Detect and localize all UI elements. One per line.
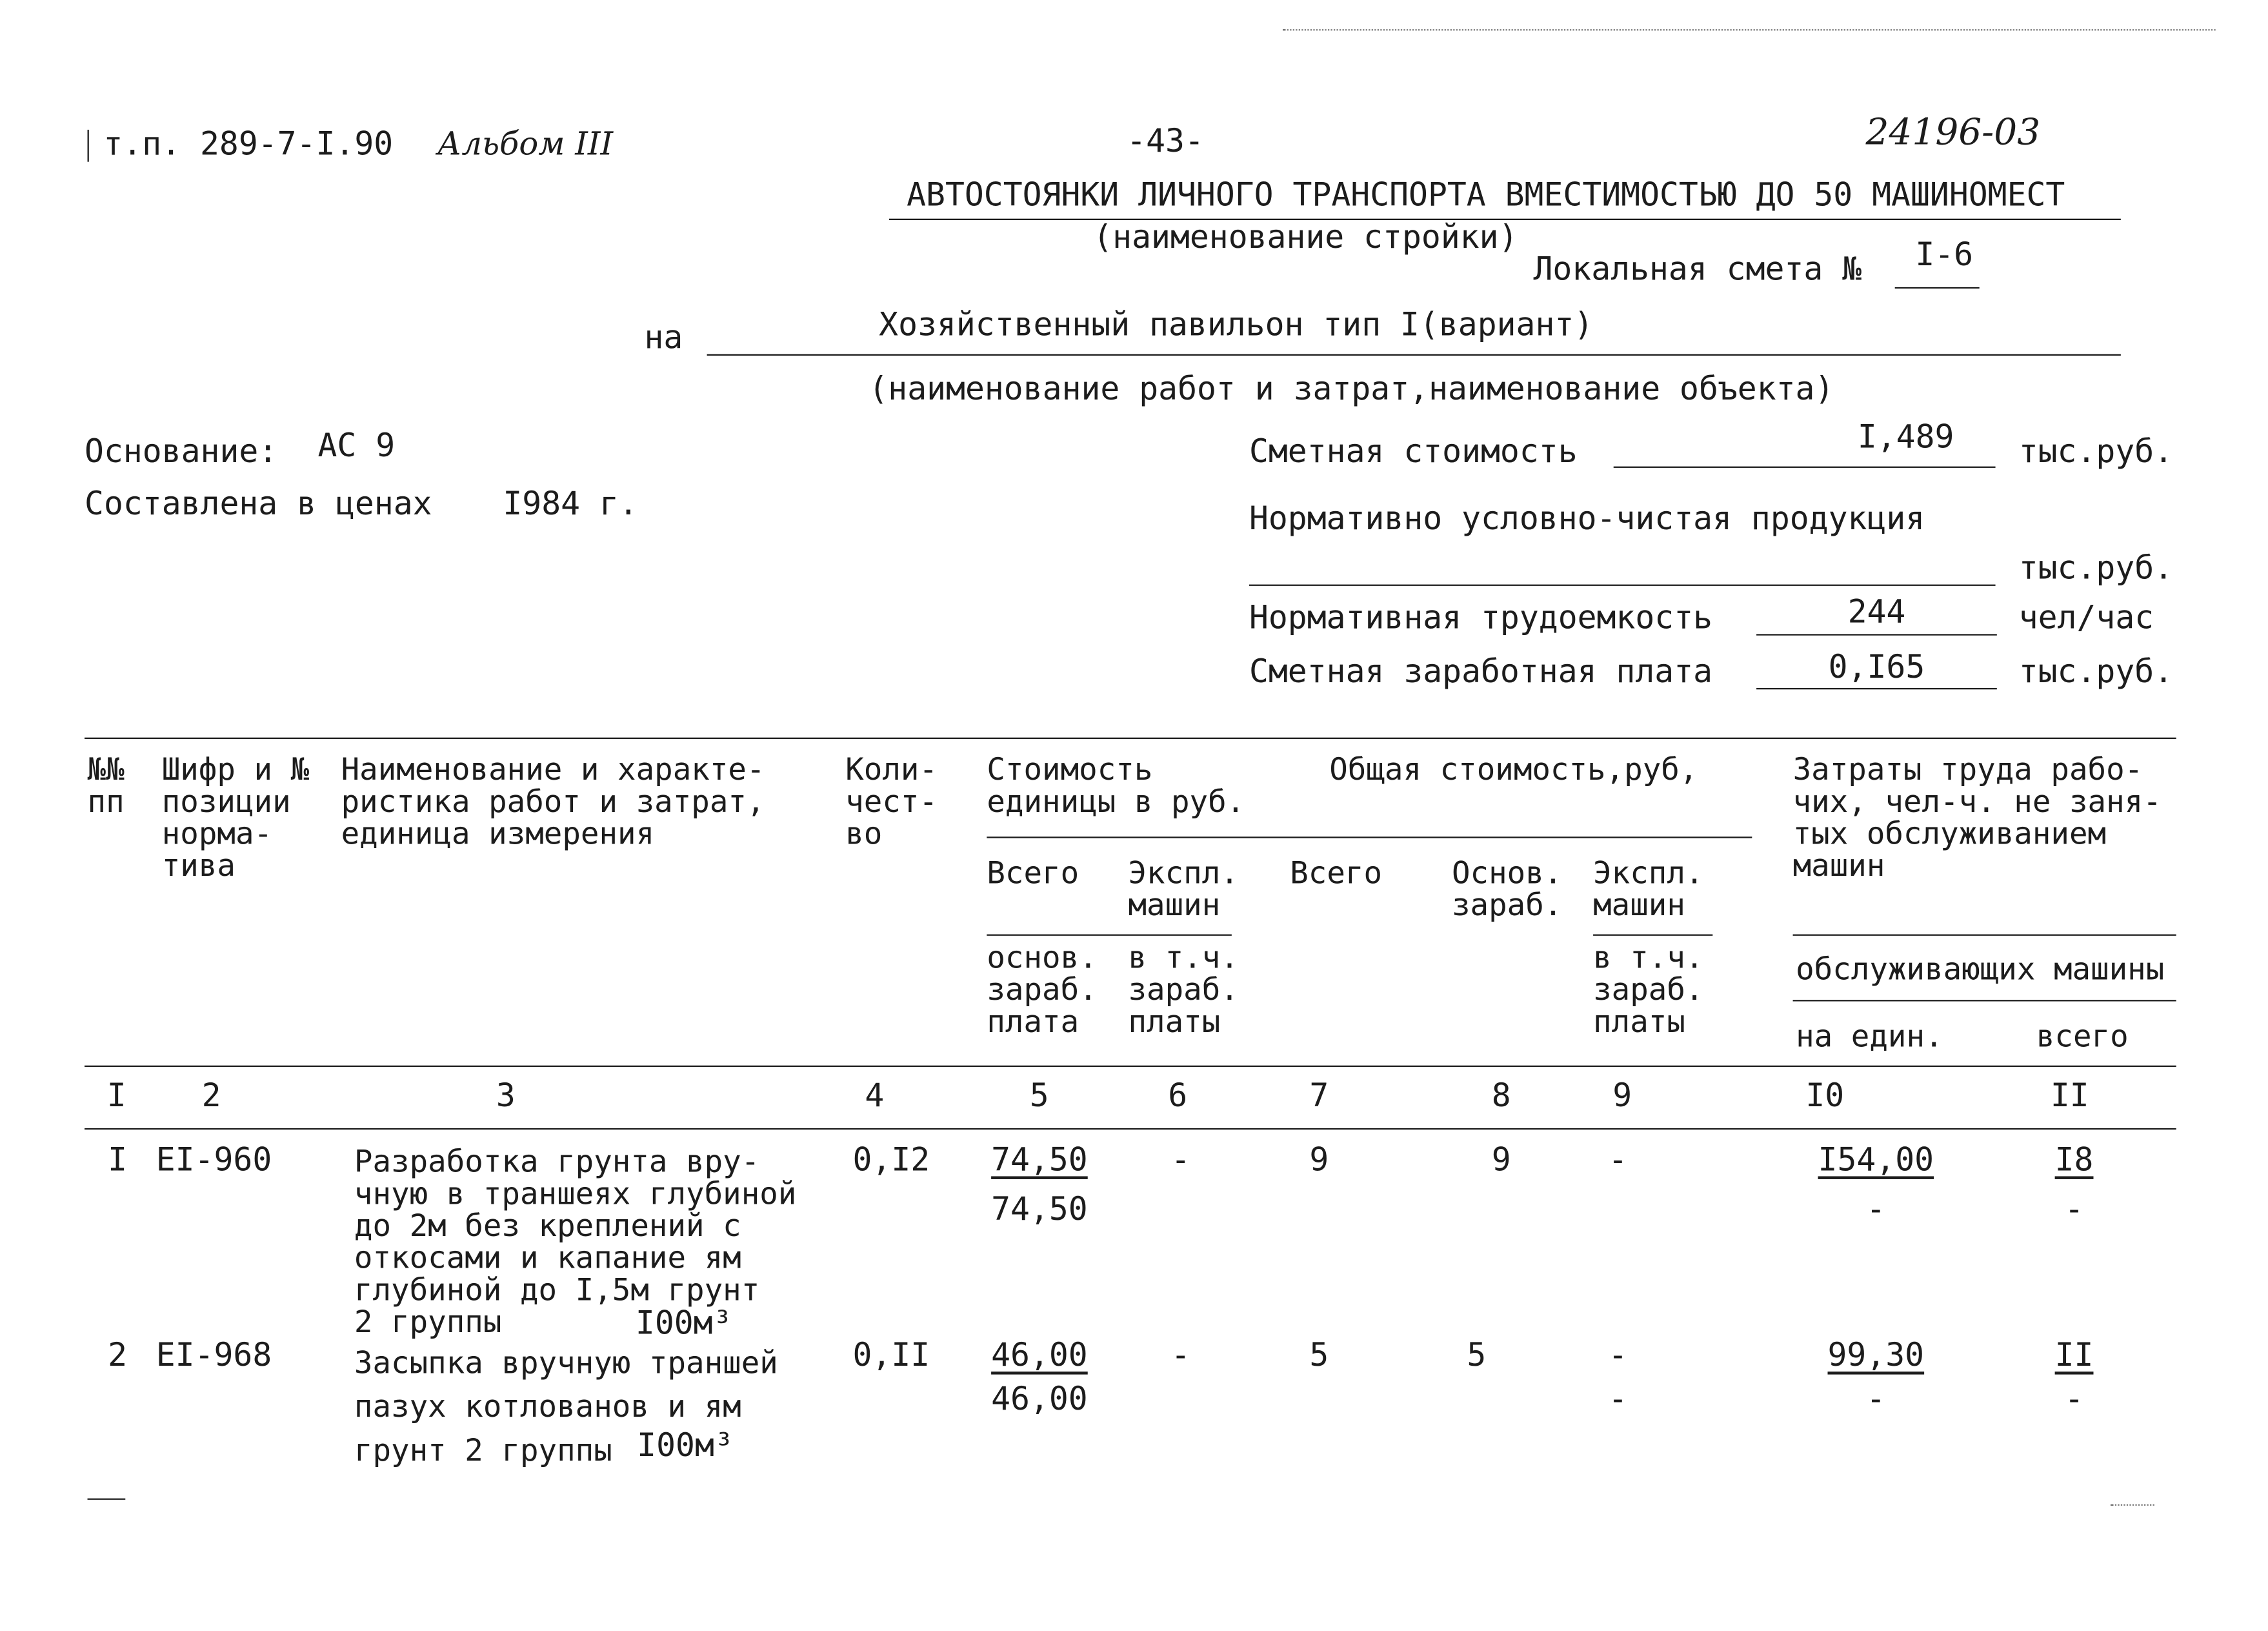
net-production-underline (1249, 585, 1996, 586)
row-unit-mach: - (1170, 1142, 1190, 1179)
continuation-mark (88, 1499, 126, 1500)
cost-label: Сметная стоимость (1249, 434, 1578, 471)
prices-label: Составлена в ценах (85, 487, 432, 523)
row-tot-total: 9 (1309, 1142, 1329, 1179)
row-labor-all-mach: - (2064, 1381, 2084, 1419)
row-labor-unit: I54,00 (1818, 1142, 1934, 1179)
document-code: 24196-03 (1865, 110, 2041, 154)
cost-value: I,489 (1857, 420, 1954, 456)
on-label: на (644, 320, 683, 358)
prices-year: I984 г. (503, 487, 638, 523)
scan-artifact-top (1283, 29, 2216, 30)
row-code: EI-960 (156, 1142, 272, 1179)
row-name: Засыпка вручную траншей пазух котлованов и ям грунт 2 группы (354, 1345, 778, 1468)
col-header-code: Шифр и № позиции норма- тива (161, 752, 310, 884)
labor-mach-subrule (1793, 1000, 2176, 1001)
wage-label: Сметная заработная плата (1249, 654, 1713, 691)
series-label: т.п. 289-7-I.90 (88, 130, 394, 162)
wage-unit: тыс.руб. (2018, 654, 2174, 691)
estimate-number-underline (1895, 287, 1980, 289)
mach-subrule (1593, 935, 1712, 936)
row-tot-mach: - (1608, 1142, 1628, 1179)
unit-cost-subrule (987, 935, 1232, 936)
col-header-total-cost: Общая стоимость,руб, (1329, 752, 1698, 787)
wage-underline (1756, 688, 1997, 689)
col-header-unit-mach: Экспл. машин (1128, 855, 1239, 923)
col-numbers-rule (85, 1128, 2176, 1130)
cost-unit: тыс.руб. (2018, 434, 2174, 471)
col-header-labor: Затраты труда рабо- чих, чел-ч. не заня- тых обслуживанием машин (1792, 752, 2162, 884)
col-header-labor-mach: обслуживающих машины (1796, 951, 2165, 987)
row-labor-all: II (2054, 1338, 2094, 1375)
row-tot-total: 5 (1309, 1338, 1329, 1375)
scan-artifact-bottom (2111, 1504, 2154, 1506)
basis-label: Основание: (85, 434, 278, 471)
col-header-unit-mach-wage: в т.ч. зараб. платы (1128, 940, 1239, 1040)
row-qty: 0,II (852, 1338, 930, 1375)
col-header-tot-wage: Основ. зараб. (1451, 855, 1563, 923)
album-label: Альбом III (437, 127, 614, 163)
page-number: -43- (1127, 123, 1204, 161)
row-labor-unit-mach: - (1866, 1192, 1886, 1229)
row-tot-wage: 9 (1491, 1142, 1511, 1179)
row-unit-total: 74,50 (991, 1142, 1088, 1179)
col-number: 3 (496, 1079, 516, 1115)
row-unit: I00м³ (637, 1428, 734, 1465)
row-unit: I00м³ (635, 1306, 732, 1342)
header-bottom-rule (85, 1066, 2176, 1067)
col-number: I0 (1805, 1079, 1845, 1115)
labor-unit: чел/час (2018, 600, 2154, 637)
col-number: 8 (1491, 1079, 1511, 1115)
col-header-unit-wage: основ. зараб. плата (987, 940, 1098, 1040)
col-number: I (106, 1079, 126, 1115)
row-qty: 0,I2 (852, 1142, 930, 1179)
col-header-num: №№ пп (87, 752, 125, 820)
row-labor-unit: 99,30 (1827, 1338, 1925, 1375)
col-number: 4 (865, 1079, 885, 1115)
row-unit-wage: 46,00 (991, 1381, 1088, 1419)
project-title: АВТОСТОЯНКИ ЛИЧНОГО ТРАНСПОРТА ВМЕСТИМОСТЬЮ ДО 50 МАШИНОМЕСТ (907, 177, 2065, 214)
row-number: I (108, 1142, 128, 1179)
col-header-unit-cost: Стоимость единицы в руб. (987, 752, 1245, 820)
col-number: II (2050, 1079, 2089, 1115)
row-tot-mach-wage: - (1608, 1381, 1628, 1419)
col-number: 7 (1309, 1079, 1329, 1115)
col-header-qty: Коли- чест- во (845, 752, 938, 851)
estimate-label: Локальная смета № (1533, 252, 1862, 289)
object-name: Хозяйственный павильон тип I(вариант) (879, 307, 1594, 344)
col-number: 2 (201, 1079, 221, 1115)
object-caption: (наименование работ и затрат,наименование объекта) (868, 371, 1834, 409)
row-code: EI-968 (156, 1338, 272, 1375)
col-header-tot-mach: Экспл. машин (1593, 855, 1704, 923)
net-production-label: Нормативно условно-чистая продукция (1249, 501, 1925, 538)
row-labor-all-mach: - (2064, 1192, 2084, 1229)
cost-underline (1614, 467, 1996, 468)
row-unit-wage: 74,50 (991, 1192, 1088, 1229)
row-labor-unit-mach: - (1866, 1381, 1886, 1419)
col-header-name: Наименование и характе- ристика работ и затрат, единица измерения (341, 752, 765, 851)
estimate-number: I-6 (1915, 238, 1974, 274)
labor-label: Нормативная трудоемкость (1249, 600, 1713, 637)
labor-underline (1756, 634, 1997, 635)
col-header-tot-mach-wage: в т.ч. зараб. платы (1593, 940, 1704, 1040)
labor-subrule (1793, 935, 2176, 936)
col-header-unit-total: Всего (987, 855, 1079, 891)
col-header-tot-total: Всего (1290, 855, 1383, 891)
col-header-per-unit: на един. (1796, 1018, 1943, 1054)
row-tot-mach: - (1608, 1338, 1628, 1375)
row-name: Разработка грунта вру- чную в траншеях глубиной до 2м без креплений с откосами и капание ям глубиной до I,5м грунт 2 группы (354, 1144, 797, 1340)
object-underline (707, 354, 2121, 356)
basis-value: АС 9 (317, 428, 396, 465)
cost-subheader-rule (987, 836, 1752, 838)
row-unit-total: 46,00 (991, 1338, 1088, 1375)
col-number: 5 (1029, 1079, 1049, 1115)
labor-value: 244 (1847, 594, 1906, 631)
col-number: 9 (1612, 1079, 1632, 1115)
net-production-unit: тыс.руб. (2018, 551, 2174, 588)
row-number: 2 (108, 1338, 128, 1375)
row-tot-wage: 5 (1467, 1338, 1487, 1375)
wage-value: 0,I65 (1828, 650, 1925, 687)
col-header-all: всего (2036, 1018, 2129, 1054)
table-top-rule (85, 738, 2176, 739)
row-unit-mach: - (1170, 1338, 1190, 1375)
row-labor-all: I8 (2054, 1142, 2094, 1179)
col-number: 6 (1168, 1079, 1188, 1115)
project-caption: (наименование стройки) (1093, 220, 1518, 257)
